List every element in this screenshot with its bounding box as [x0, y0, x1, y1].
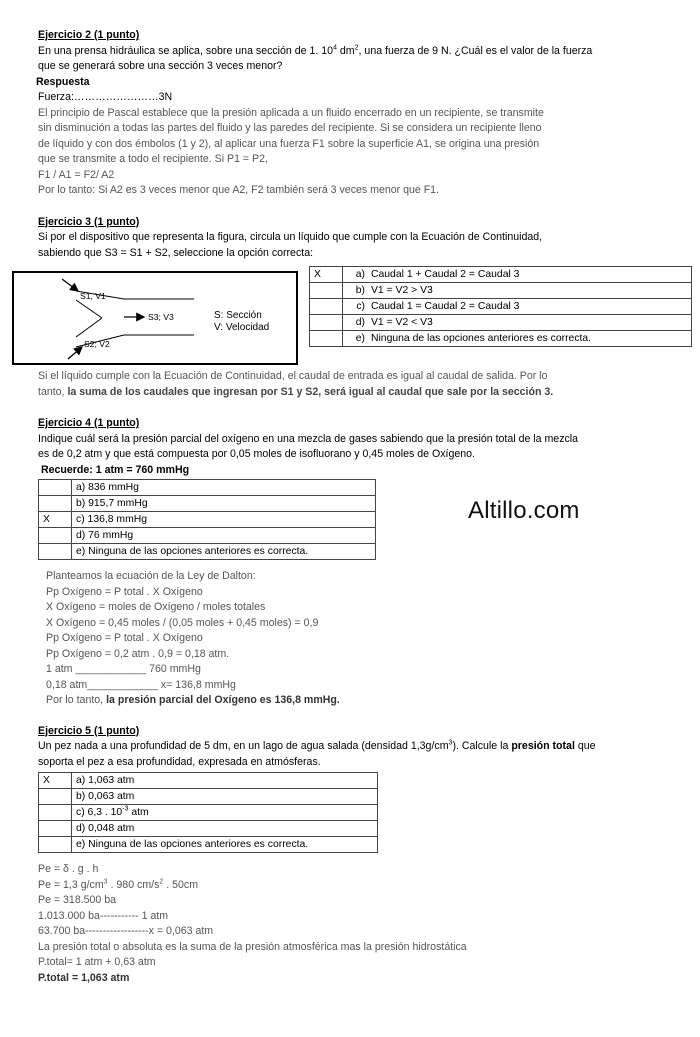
option-text: c) 6,3 . $10^{-3}$ atm [72, 805, 378, 821]
inlet-2-label: S2; V2 [84, 339, 110, 349]
exercise-5-question: Un pez nada a una profundidad de 5 dm, en un lago de agua salada (densidad $1,3g/cm^3$). Calcule la presión total que [38, 739, 596, 752]
explanation-line: El principio de Pascal establece que la presión aplicada a un fluido encerrado en un recipiente, se transmite [38, 106, 544, 119]
answer-mark [39, 544, 72, 560]
legend-section: S: Sección [214, 310, 262, 321]
exercise-4-options-table [38, 479, 376, 560]
option-text: c) 136,8 mmHg [72, 512, 376, 528]
table-row[interactable] [310, 283, 692, 299]
exercise-2-question: En una prensa hidráulica se aplica, sobre una sección de 1. $10^4$ $dm^2$, una fuerza de 9 N. ¿Cuál es el valor de la fuerza [38, 43, 593, 57]
table-row[interactable] [39, 805, 378, 821]
exercise-3-title: Ejercicio 3 (1 punto) [38, 215, 140, 228]
exercise-5-title: Ejercicio 5 (1 punto) [38, 724, 140, 737]
work-line: Pe = δ . g . h [38, 863, 99, 875]
work-line: 1 atm ____________ 760 mmHg [46, 663, 201, 675]
table-row[interactable] [310, 299, 692, 315]
table-row[interactable] [39, 821, 378, 837]
answer-mark [310, 331, 343, 347]
exercise-5-conclusion: P.total = 1,063 atm [38, 971, 130, 984]
option-text: b) 915,7 mmHg [72, 496, 376, 512]
option-text: d) 0,048 atm [72, 821, 378, 837]
legend-velocity: V: Velocidad [214, 322, 270, 333]
option-text: V1 = V2 > V3 [371, 285, 433, 296]
work-line: P.total= 1 atm + 0,63 atm [38, 956, 156, 968]
option-text: e) Ninguna de las opciones anteriores es correcta. [72, 837, 378, 853]
option-text: Caudal 1 = Caudal 2 = Caudal 3 [371, 301, 520, 312]
answer-mark [310, 299, 343, 315]
exercise-3-question-line2: sabiendo que S3 = S1 + S2, seleccione la opción correcta: [38, 246, 314, 259]
option-text: d) 76 mmHg [72, 528, 376, 544]
option-letter: d) [355, 317, 365, 328]
table-row[interactable] [39, 837, 378, 853]
table-row[interactable] [39, 512, 376, 528]
exercise-4-question-line2: es de 0,2 atm y que está compuesta por 0,05 moles de isofluorano y 0,45 moles de Oxígeno. [38, 448, 475, 460]
option-text: Caudal 1 + Caudal 2 = Caudal 3 [371, 269, 520, 280]
answer-mark [39, 821, 72, 837]
explanation-line: sin disminución a todas las partes del fluido y las paredes del recipiente. Si se considera un recipiente lleno [38, 122, 542, 134]
exercise-3-answer: Si el líquido cumple con la Ecuación de Continuidad, el caudal de entrada es igual al caudal de salida. Por lo [38, 370, 548, 382]
table-row[interactable] [39, 480, 376, 496]
exercise-4-title: Ejercicio 4 (1 punto) [38, 417, 140, 429]
altillo-logo[interactable]: Altillo.com [468, 497, 580, 524]
table-row[interactable] [39, 528, 376, 544]
answer-mark [39, 837, 72, 853]
answer-mark [39, 480, 72, 496]
explanation-line: que se transmite a todo el recipiente. Si P1 = P2, [38, 153, 268, 165]
option-text: b) 0,063 atm [72, 789, 378, 805]
answer-mark [39, 496, 72, 512]
table-row[interactable] [39, 773, 378, 789]
exercise-2-title: Ejercicio 2 (1 punto) [38, 29, 140, 41]
explanation-line: de líquido y con dos émbolos (1 y 2), al aplicar una fuerza F1 sobre la superficie A1, se origina una presión [38, 137, 540, 150]
option-letter: a) [355, 269, 365, 280]
table-row[interactable] [39, 789, 378, 805]
answer-mark [39, 528, 72, 544]
table-row[interactable] [39, 544, 376, 560]
work-line: La presión total o absoluta es la suma de la presión atmosférica mas la presión hidrostática [38, 940, 467, 953]
work-line: Pe = 1,3 $g/cm^3$ . 980 $cm/s^2$ . 50cm [38, 877, 199, 891]
option-letter: e) [355, 333, 365, 344]
work-line: 63.700 ba------------------x = 0,063 atm [38, 925, 214, 937]
exercise-3-question: Si por el dispositivo que representa la figura, circula un líquido que cumple con la Ecuación de Continuidad, [38, 231, 543, 243]
table-row[interactable] [39, 496, 376, 512]
option-text: V1 = V2 < V3 [371, 317, 433, 328]
work-line: 1.013.000 ba----------- 1 atm [38, 909, 169, 922]
exercise-4-work [46, 569, 666, 709]
exercise-5-options-table [38, 772, 378, 853]
fuerza-answer: Fuerza:……………………3N [38, 91, 173, 103]
answer-mark [310, 283, 343, 299]
option-letter: b) [355, 285, 365, 296]
work-line: Planteamos la ecuación de la Ley de Dalton: [46, 570, 256, 582]
answer-mark [39, 805, 72, 821]
inlet-1-label: S1, V1 [80, 291, 106, 301]
work-line: X Oxígeno = 0,45 moles / (0,05 moles + 0,45 moles) = 0,9 [46, 616, 319, 629]
table-row[interactable] [310, 267, 692, 283]
flow-diagram [12, 271, 298, 365]
work-line: Pp Oxígeno = P total . X Oxígeno [46, 632, 203, 644]
work-line: Pp Oxígeno = 0,2 atm . 0,9 = 0,18 atm. [46, 647, 230, 660]
answer-mark: X [310, 267, 343, 283]
option-text: a) 1,063 atm [72, 773, 378, 789]
work-line: Pe = 318.500 ba [38, 894, 117, 906]
answer-mark [39, 789, 72, 805]
reminder-note: Recuerde: 1 atm = 760 mmHg [41, 463, 190, 476]
option-letter: c) [356, 301, 365, 312]
answer-label: Respuesta [36, 75, 90, 88]
exercise-4-question: Indique cuál será la presión parcial del oxígeno en una mezcla de gases sabiendo que la presión total de la mezcla [38, 432, 579, 445]
exercise-4-conclusion: Por lo tanto, la presión parcial del Oxígeno es 136,8 mmHg. [46, 694, 340, 706]
exercise-3-options-table [309, 266, 692, 347]
work-line: X Oxígeno = moles de Oxígeno / moles totales [46, 601, 266, 613]
exercise-5-question-line2: soporta el pez a esa profundidad, expresada en atmósferas. [38, 755, 321, 768]
table-row[interactable] [310, 315, 692, 331]
explanation-line: F1 / A1 = F2/ A2 [38, 168, 115, 181]
option-text: Ninguna de las opciones anteriores es correcta. [371, 333, 592, 344]
option-text: a) 836 mmHg [72, 480, 376, 496]
answer-mark [310, 315, 343, 331]
explanation-line: Por lo tanto: Si A2 es 3 veces menor que A2, F2 también será 3 veces menor que F1. [38, 184, 440, 196]
exercise-2-question-line2: que se generará sobre una sección 3 veces menor? [38, 60, 283, 72]
outlet-label: S3; V3 [148, 312, 174, 322]
work-line: Pp Oxígeno = P total . X Oxígeno [46, 585, 203, 598]
work-line: 0,18 atm____________ x= 136,8 mmHg [46, 678, 236, 691]
answer-mark: X [39, 773, 72, 789]
option-text: e) Ninguna de las opciones anteriores es correcta. [72, 544, 376, 560]
exercise-3-answer-line2: tanto, la suma de los caudales que ingresan por S1 y S2, será igual al caudal que sale por la sección 3. [38, 385, 554, 398]
answer-mark: X [39, 512, 72, 528]
table-row[interactable] [310, 331, 692, 347]
